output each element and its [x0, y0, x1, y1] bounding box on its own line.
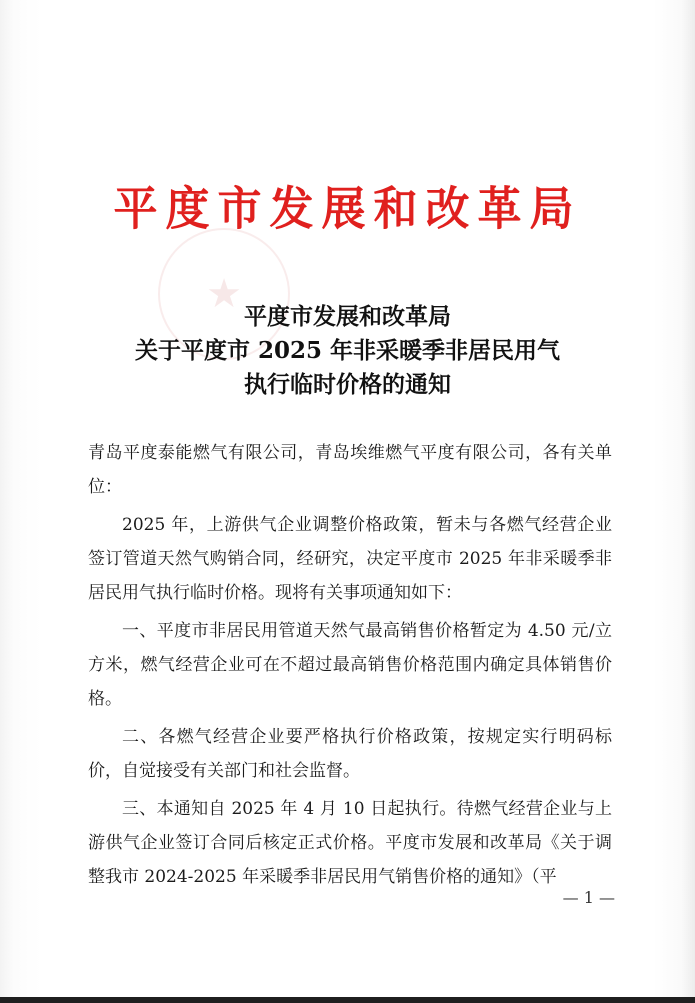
page-number: — 1 — [562, 888, 615, 907]
body-paragraph-4: 三、本通知自 2025 年 4 月 10 日起执行。待燃气经营企业与上游供气企业签订合同后核定正式价格。平度市发展和改革局《关于调整我市 2024-2025 年采暖季非居民用气销售价格的通知》（平 [88, 799, 612, 887]
page-bottom-edge [0, 997, 695, 1003]
body-paragraph-3: 二、各燃气经营企业要严格执行价格政策，按规定实行明码标价，自觉接受有关部门和社会监督。 [88, 727, 612, 781]
addressee: 青岛平度泰能燃气有限公司，青岛埃维燃气平度有限公司，各有关单位： [88, 443, 612, 497]
document-body [88, 436, 612, 894]
body-paragraph-1: 2025 年，上游供气企业调整价格政策，暂未与各燃气经营企业签订管道天然气购销合同，经研究，决定平度市 2025 年非采暖季非居民用气执行临时价格。现将有关事项通知如下： [88, 515, 612, 603]
title-line-3: 执行临时价格的通知 [244, 371, 451, 398]
star-seal-icon: ★ [206, 271, 242, 317]
title-line-1: 平度市发展和改革局 [244, 303, 451, 330]
title-line-2: 关于平度市 2025 年非采暖季非居民用气 [134, 337, 561, 364]
masthead-title: 平度市发展和改革局 [113, 182, 582, 237]
document-title [0, 300, 695, 402]
body-paragraph-2: 一、平度市非居民用管道天然气最高销售价格暂定为 4.50 元/立方米，燃气经营企业可在不超过最高销售价格范围内确定具体销售价格。 [88, 621, 612, 709]
